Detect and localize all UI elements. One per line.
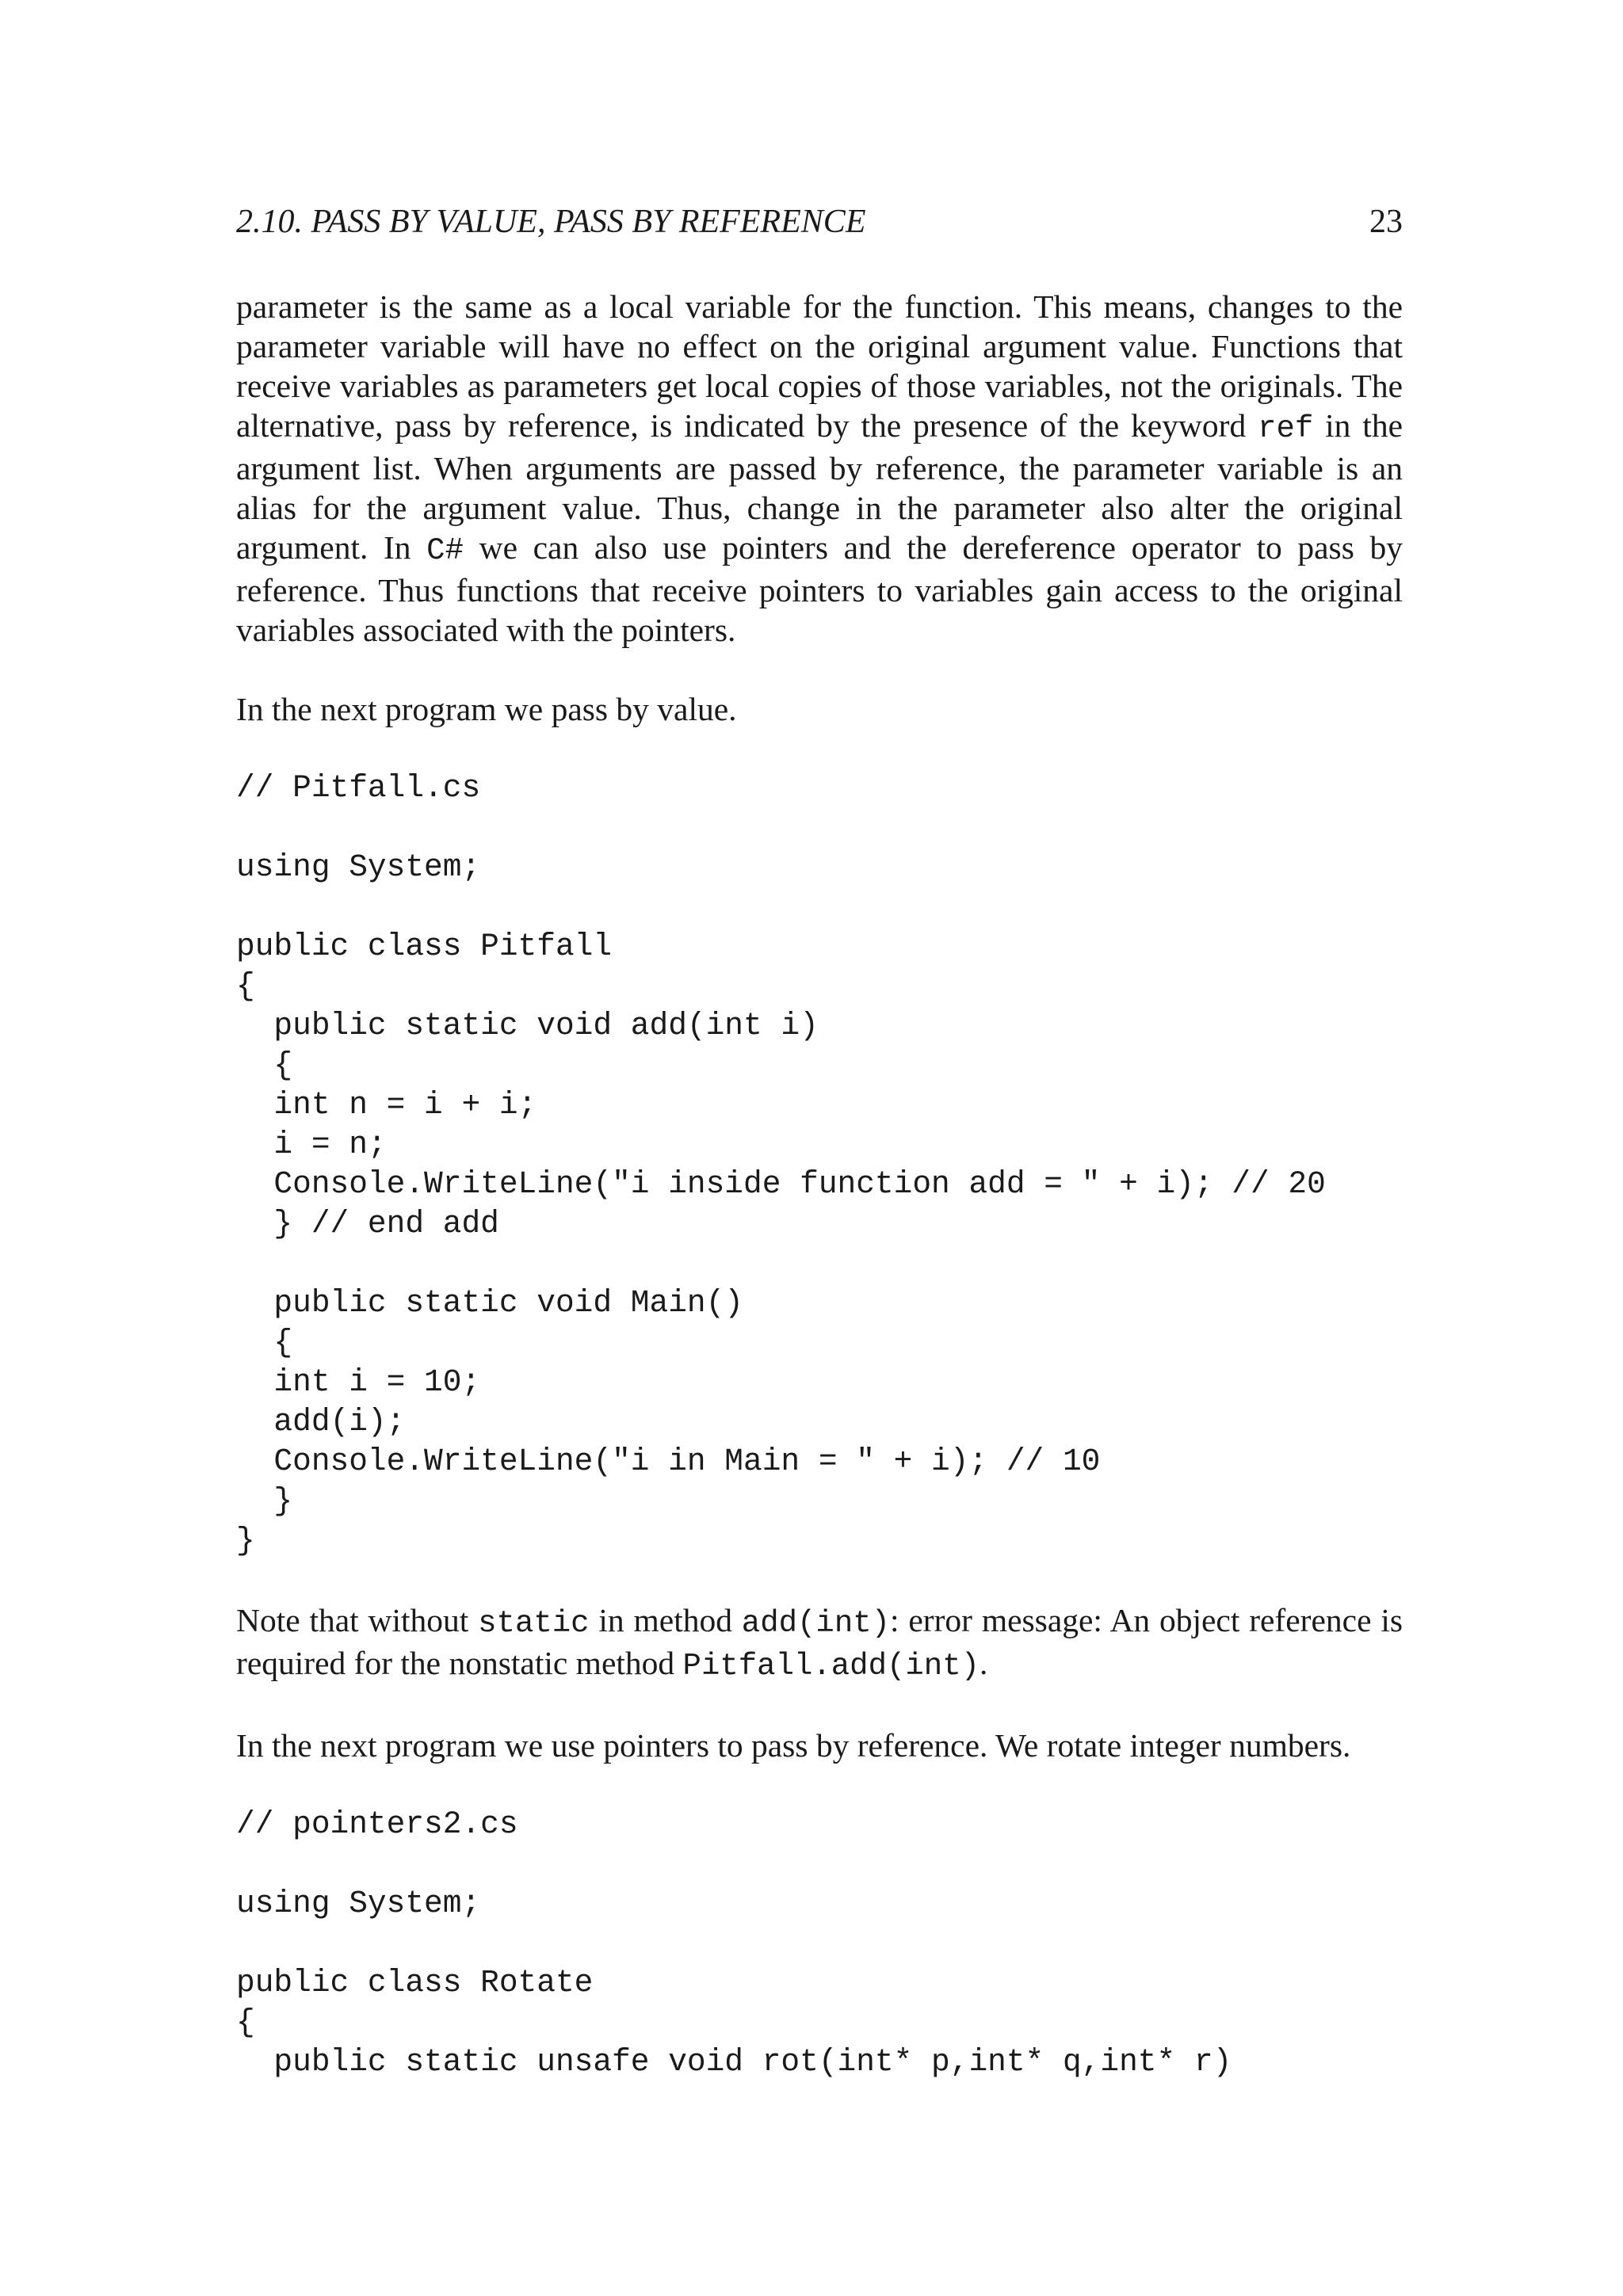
code-line: i = n;	[236, 1127, 387, 1162]
code-line: add(i);	[236, 1404, 406, 1440]
text-run: in the argument list. When arguments are passed by reference, the parameter variable is an alias for the argument value. Thus, change in the parameter also alter the original argument. In	[236, 407, 1403, 566]
inline-code-pitfall-add: Pitfall.add(int)	[682, 1649, 980, 1684]
inline-code-add-int: add(int)	[741, 1606, 891, 1641]
code-line: public class Rotate	[236, 1965, 594, 2000]
text-run: we can also use pointers and the dereference operator to pass by reference. Thus functions that receive pointers to variables gain access to the original variables associated with the pointers.	[236, 529, 1403, 648]
code-line: {	[236, 968, 255, 1004]
text-run: : error message: An object reference is required for the nonstatic method	[236, 1602, 1403, 1681]
code-line: public class Pitfall	[236, 929, 613, 964]
pointers-intro: In the next program we use pointers to pass by reference. We rotate integer numbers.	[236, 1727, 1351, 1764]
code-line	[236, 808, 1403, 848]
section-title: 2.10. PASS BY VALUE, PASS BY REFERENCE	[236, 204, 866, 240]
code-listing-pointers2	[236, 1805, 1403, 2082]
code-line	[236, 1844, 1403, 1884]
code-line: using System;	[236, 849, 481, 885]
code-line: public static void Main()	[236, 1285, 744, 1321]
code-line: public static unsafe void rot(int* p,int* q,int* r)	[236, 2044, 1232, 2080]
code-line	[236, 1924, 1403, 1963]
code-line: using System;	[236, 1886, 481, 1921]
code-line: {	[236, 1325, 293, 1360]
text-run: .	[980, 1645, 988, 1681]
code-line: Console.WriteLine("i in Main = " + i); // 10	[236, 1444, 1101, 1479]
code-line: // Pitfall.cs	[236, 770, 481, 806]
code-line: Console.WriteLine("i inside function add = " + i); // 20	[236, 1166, 1326, 1202]
code-line: // pointers2.cs	[236, 1806, 518, 1842]
document-page	[236, 198, 1403, 2082]
code-line: }	[236, 1523, 255, 1558]
text-run: Note that without	[236, 1602, 479, 1638]
code-listing-pitfall	[236, 769, 1403, 1561]
inline-code-ref: ref	[1258, 411, 1314, 446]
inline-code-csharp: C#	[426, 533, 464, 568]
note-paragraph	[236, 1600, 1403, 1686]
code-line	[236, 1244, 1403, 1283]
running-header	[236, 198, 1403, 246]
code-line	[236, 887, 1403, 927]
inline-code-static: static	[478, 1606, 590, 1641]
code-line: int i = 10;	[236, 1364, 481, 1400]
code-line: } // end add	[236, 1206, 499, 1241]
code-line: {	[236, 1047, 293, 1083]
code-line: int n = i + i;	[236, 1087, 537, 1123]
page-number: 23	[1369, 204, 1403, 240]
pass-by-value-intro: In the next program we pass by value.	[236, 691, 737, 727]
code-line: }	[236, 1483, 293, 1519]
code-line: public static void add(int i)	[236, 1008, 819, 1043]
text-run: in method	[589, 1602, 742, 1638]
intro-paragraph	[236, 287, 1403, 650]
code-line: {	[236, 2004, 255, 2040]
text-run: parameter is the same as a local variable for the function. This means, changes to the parameter variable will have no effect on the original argument value. Functions that receive variables as parameters get local copies of those variables, not the originals. The alternative, pass by reference, is indicated by the presence of the keyword	[236, 288, 1403, 444]
